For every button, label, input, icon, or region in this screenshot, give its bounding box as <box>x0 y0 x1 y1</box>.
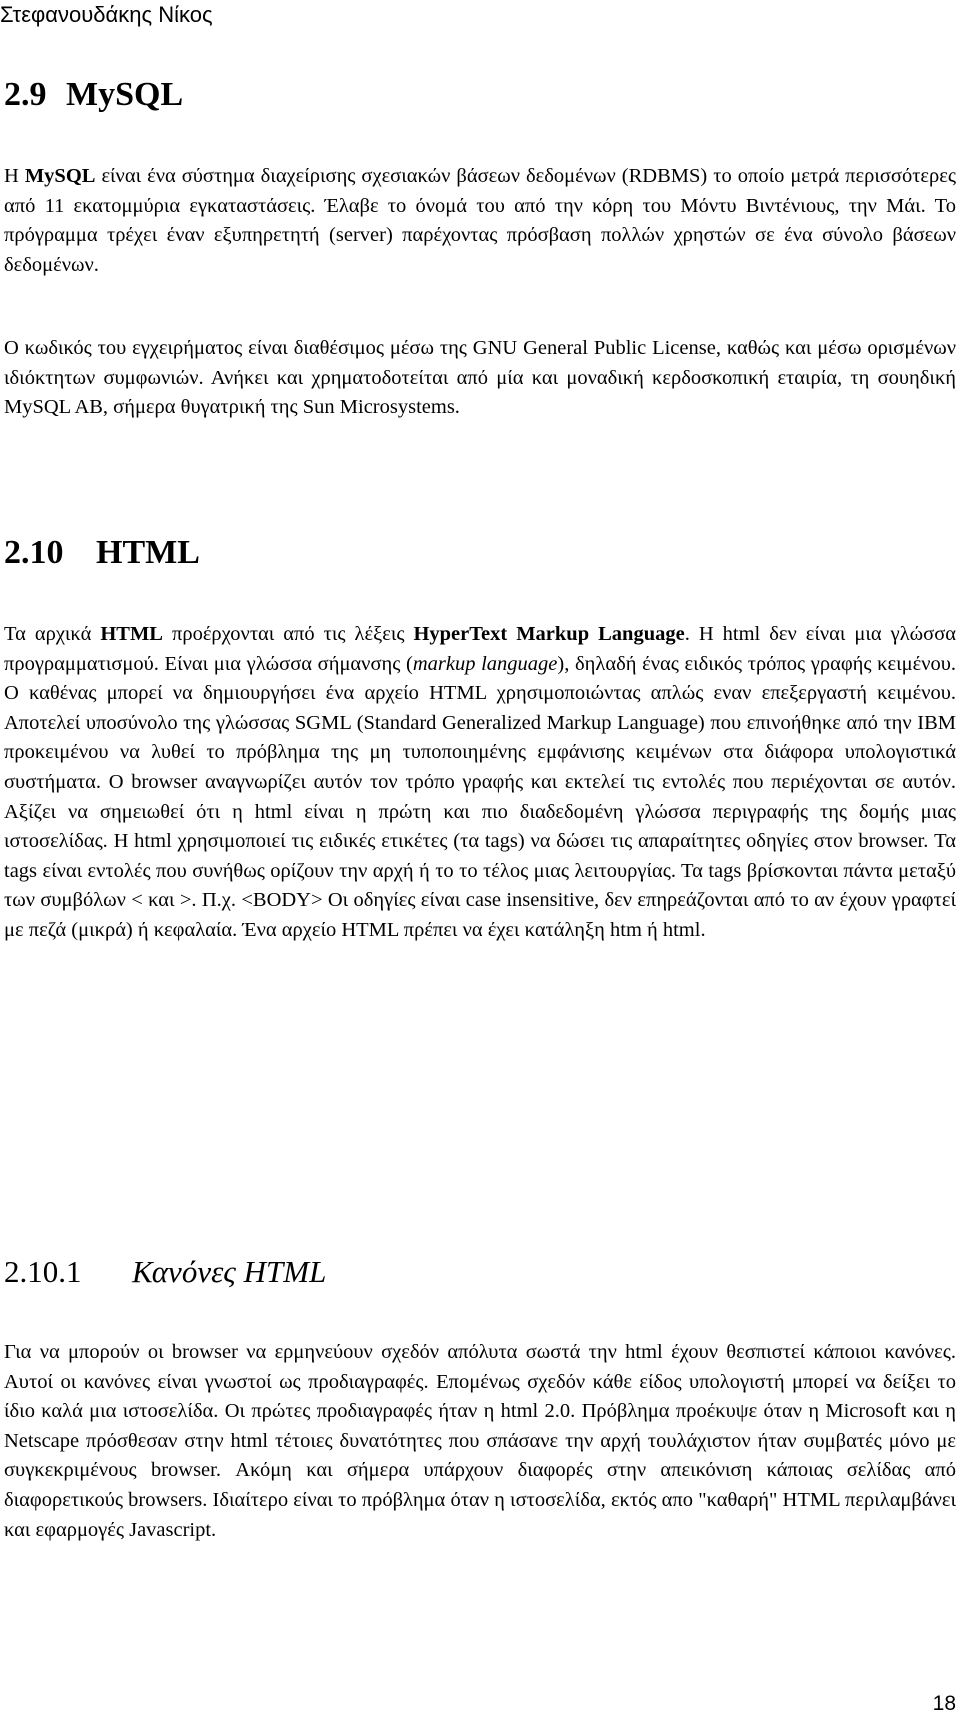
text-run: Τα αρχικά <box>4 623 101 645</box>
subsection-number: 2.10.1 <box>4 1254 82 1289</box>
text-run: είναι ένα σύστημα διαχείρισης σχεσιακών βάσεων δεδομένων (RDBMS) το οποίο μετρά περισσότερες από 11 εκατομμύρια εγκαταστάσεις. Έλαβε το όνομά του από την κόρη του Μόντυ Βιντένιους, την Μάι. Το πρόγραμμα τρέχει έναν εξυπηρετητή (server) παρέχοντας πρόσβαση πολλών χρηστών σε ένα σύνολο βάσεων δεδομένων. <box>4 165 956 276</box>
section-heading-mysql <box>4 76 183 114</box>
paragraph-mysql-intro <box>4 162 956 280</box>
paragraph-html-intro <box>4 620 956 946</box>
bold-term-html: HTML <box>100 623 163 645</box>
subsection-heading-rules <box>4 1254 326 1290</box>
bold-term-mysql: MySQL <box>24 165 96 187</box>
paragraph-html-rules: Για να μπορούν οι browser να ερμηνεύουν σχεδόν απόλυτα σωστά την html έχουν θεσπιστεί κάποιοι κανόνες. Αυτοί οι κανόνες είναι γνωστοί ως προδιαγραφές. Επομένως σχεδόν κάθε είδος υπολογιστή μπορεί να δείξει το ίδιο καλά μια ιστοσελίδα. Οι πρώτες προδιαγραφές ήταν η html 2.0. Πρόβλημα προέκυψε όταν η Microsoft και η Netscape πρόσθεσαν στην html τέτοιες δυνατότητες που σπάσανε την αρχή τουλάχιστον ήταν συμβατές μόνο με συγκεκριμένους browser. Ακόμη και σήμερα υπάρχουν διαφορές στην απεικόνιση κάποιας σελίδας από διαφορετικούς browsers. Ιδιαίτερο είναι το πρόβλημα όταν η ιστοσελίδα, εκτός απο "καθαρή" HTML περιλαμβάνει και εφαρμογές Javascript. <box>4 1341 956 1541</box>
text-run: προέρχονται από τις λέξεις <box>162 623 414 645</box>
italic-term-markup: markup language <box>412 652 558 675</box>
section-heading-html <box>4 534 200 572</box>
text-run: . Η html δεν είναι μια γλώσσα προγραμματισμού. Είναι μια γλώσσα σήμανσης ( <box>4 623 956 675</box>
text-run: ), δηλαδή ένας ειδικός τρόπος γραφής κειμένου. Ο καθένας μπορεί να δημιουργήσει ένα αρχείο HTML χρησιμοποιώντας απλώς εναν επεξεργαστή κειμένου. Αποτελεί υποσύνολο της γλώσσας SGML (Standard Generalized Markup Language) που επινοήθηκε από την IBM προκειμένου να λυθεί το πρόβλημα της μη τυποποιημένης εμφάνισης κειμένων στα διάφορα υπολογιστικά συστήματα. Ο browser αναγνωρίζει αυτόν τον τρόπο γραφής και εκτελεί τις εντολές που περιέχονται σε αυτόν. Αξίζει να σημειωθεί ότι η html είναι η πρώτη και πιο διαδεδομένη γλώσσα περιγραφής της δομής μιας ιστοσελίδας. Η html χρησιμοποιεί τις ειδικές ετικέτες (τα tags) να δώσει τις απαραίτητες οδηγίες στον browser. Τα tags είναι εντολές που συνήθως ορίζουν την αρχή ή το το τέλος μιας λειτουργίας. Τα tags βρίσκονται πάντα μεταξύ των συμβόλων < και >. Π.χ. <BODY> Οι οδηγίες είναι case insensitive, δεν επηρεάζονται από το αν έχουν γραφτεί με πεζά (μικρά) ή κεφαλαία. Ένα αρχείο HTML πρέπει να έχει κατάληξη htm ή html. <box>4 652 956 941</box>
section-title: MySQL <box>66 76 184 113</box>
subsection-title: Κανόνες HTML <box>132 1254 327 1289</box>
section-number: 2.10 <box>4 534 64 571</box>
section-number: 2.9 <box>4 76 47 113</box>
section-title: HTML <box>96 534 200 571</box>
bold-term-hypertext: HyperText Markup Language <box>413 623 685 645</box>
paragraph-mysql-license: Ο κωδικός του εγχειρήματος είναι διαθέσιμος μέσω της GNU General Public License, καθώς και μέσω ορισμένων ιδιόκτητων συμφωνιών. Ανήκει και χρηματοδοτείται από μία και μοναδική κερδοσκοπική εταιρία, τη σουηδική MySQL AB, σήμερα θυγατρική της Sun Microsystems. <box>4 337 956 419</box>
header-author: Στεφανουδάκης Νίκος <box>0 2 213 27</box>
text-run: Η <box>4 165 25 187</box>
page-number: 18 <box>932 1692 956 1715</box>
